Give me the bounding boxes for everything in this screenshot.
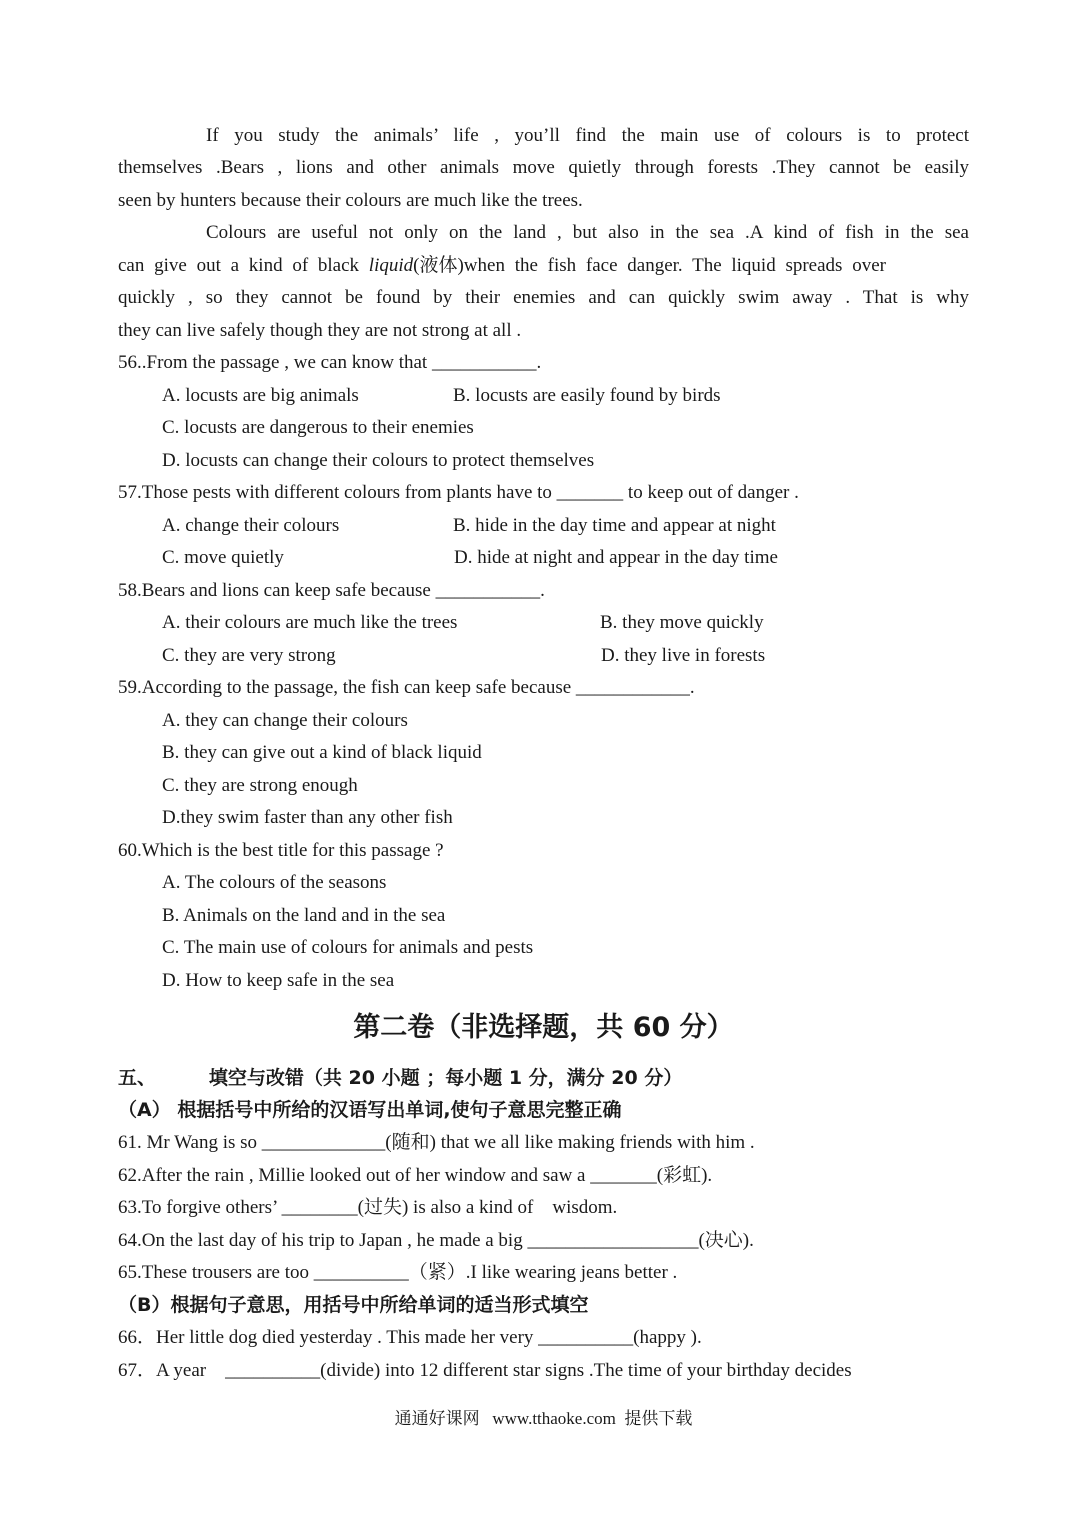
part-two-title: 第二卷（非选择题，共 60 分）: [353, 1012, 734, 1043]
passage-line: they can live safely though they are not strong at all .: [118, 320, 522, 341]
q57-option-a: A. change their colours: [162, 515, 340, 536]
q60-option-c: C. The main use of colours for animals and pests: [162, 937, 534, 958]
q56-option-b: B. locusts are easily found by birds: [453, 385, 721, 406]
passage-line: Colours are useful not only on the land , but also in the sea .A kind of fish in the sea: [206, 222, 969, 243]
q60-option-a: A. The colours of the seasons: [162, 872, 387, 893]
question-63: 63.To forgive others’ ________(过失) is also a kind of wisdom.: [118, 1197, 618, 1218]
q57-option-d: D. hide at night and appear in the day time: [454, 547, 778, 568]
question-58: 58.Bears and lions can keep safe because ___________.: [118, 580, 545, 601]
question-60: 60.Which is the best title for this passage ?: [118, 840, 444, 861]
q56-option-d: D. locusts can change their colours to protect themselves: [162, 450, 595, 471]
passage-line: themselves .Bears , lions and other animals move quietly through forests .They cannot be easily: [118, 157, 969, 178]
q60-option-b: B. Animals on the land and in the sea: [162, 905, 446, 926]
passage-italic-word: liquid: [368, 255, 414, 276]
q59-option-a: A. they can change their colours: [162, 710, 408, 731]
q59-option-c: C. they are strong enough: [162, 775, 358, 796]
question-67: 67．A year __________(divide) into 12 different star signs .The time of your birthday decides: [118, 1360, 852, 1381]
passage-text: (液体)when the fish face danger. The liquid spreads over: [413, 255, 886, 276]
question-62: 62.After the rain , Millie looked out of her window and saw a _______(彩虹).: [118, 1165, 713, 1186]
question-65: 65.These trousers are too __________（紧）.I like wearing jeans better .: [118, 1262, 678, 1283]
q59-option-d: D.they swim faster than any other fish: [162, 807, 453, 828]
q58-option-c: C. they are very strong: [162, 645, 336, 666]
passage-text: can give out a kind of black: [118, 255, 369, 276]
passage-line: quickly , so they cannot be found by their enemies and can quickly swim away . That is why: [118, 287, 969, 308]
passage-line: seen by hunters because their colours are much like the trees.: [118, 190, 583, 211]
q57-option-c: C. move quietly: [162, 547, 284, 568]
question-64: 64.On the last day of his trip to Japan , he made a big __________________(决心).: [118, 1230, 754, 1251]
q58-option-a: A. their colours are much like the trees: [162, 612, 458, 633]
q59-option-b: B. they can give out a kind of black liquid: [162, 742, 482, 763]
q60-option-d: D. How to keep safe in the sea: [162, 970, 395, 991]
question-61: 61. Mr Wang is so _____________(随和) that we all like making friends with him .: [118, 1132, 755, 1153]
q56-option-c: C. locusts are dangerous to their enemies: [162, 417, 474, 438]
passage-line: If you study the animals’ life , you’ll find the main use of colours is to protect: [206, 125, 969, 146]
q57-option-b: B. hide in the day time and appear at night: [453, 515, 776, 536]
q56-option-a: A. locusts are big animals: [162, 385, 359, 406]
question-57: 57.Those pests with different colours from plants have to _______ to keep out of danger .: [118, 482, 799, 503]
q58-option-d: D. they live in forests: [601, 645, 766, 666]
q58-option-b: B. they move quickly: [600, 612, 764, 633]
section-five-header: 五、 填空与改错（共 20 小题 ；每小题 1 分，满分 20 分）: [118, 1067, 683, 1089]
question-56: 56..From the passage , we can know that ___________.: [118, 352, 542, 373]
subsection-a-header: （A） 根据括号中所给的汉语写出单词,使句子意思完整正确: [118, 1099, 622, 1121]
page-footer: 通通好课网 www.tthaoke.com 提供下载: [394, 1409, 693, 1428]
subsection-b-header: （B）根据句子意思，用括号中所给单词的适当形式填空: [118, 1294, 589, 1316]
question-66: 66．Her little dog died yesterday . This made her very __________(happy ).: [118, 1327, 702, 1348]
passage-line: [118, 254, 969, 278]
question-59: 59.According to the passage, the fish can keep safe because ____________.: [118, 677, 695, 698]
